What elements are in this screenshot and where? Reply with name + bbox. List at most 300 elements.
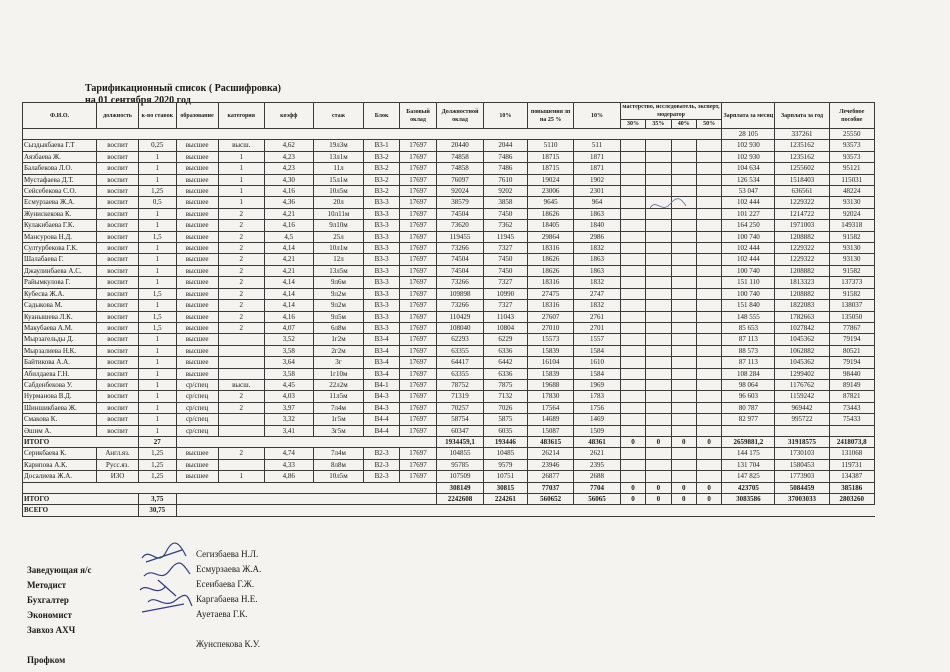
total1-p10b: 48361 bbox=[574, 436, 620, 447]
cell-base: 17697 bbox=[399, 368, 437, 379]
cell-experience: 12л bbox=[313, 254, 364, 265]
cell-mastery bbox=[671, 379, 696, 390]
col-mastery-35: 35% bbox=[646, 120, 671, 129]
signature-role: Бухгалтер bbox=[27, 595, 69, 605]
cell-education: высшее bbox=[176, 140, 218, 151]
total2-mon: 3083586 bbox=[722, 494, 775, 505]
cell-mastery bbox=[646, 151, 671, 162]
total2-m50: 0 bbox=[696, 494, 721, 505]
cell-rate: 0,25 bbox=[139, 140, 177, 151]
cell-rate: 1,25 bbox=[139, 448, 177, 459]
cell-position: воспит bbox=[97, 402, 139, 413]
cell-position: воспит bbox=[97, 220, 139, 231]
cell-official: 64417 bbox=[437, 357, 483, 368]
total1-m30: 0 bbox=[620, 436, 645, 447]
cell-mastery bbox=[620, 243, 645, 254]
subtotal2-p10: 30815 bbox=[483, 482, 527, 493]
total1-m35: 0 bbox=[646, 436, 671, 447]
cell-coeff: 3,58 bbox=[264, 368, 313, 379]
cell-pct10: 6229 bbox=[483, 334, 527, 345]
cell-experience: 25л bbox=[313, 231, 364, 242]
cell-coeff: 4,14 bbox=[264, 288, 313, 299]
cell-pct10b: 964 bbox=[574, 197, 620, 208]
cell-base: 17697 bbox=[399, 300, 437, 311]
cell-block: В2-3 bbox=[364, 459, 399, 470]
cell-raise25: 27475 bbox=[527, 288, 573, 299]
cell-rate: 1,25 bbox=[139, 471, 177, 482]
cell-mastery bbox=[671, 368, 696, 379]
cell-coeff: 4,07 bbox=[264, 322, 313, 333]
table-row bbox=[23, 174, 875, 185]
cell-mastery bbox=[646, 220, 671, 231]
cell-base: 17697 bbox=[399, 391, 437, 402]
cell-position: воспит bbox=[97, 379, 139, 390]
cell-monthly: 85 653 bbox=[722, 322, 775, 333]
cell-yearly: 1214722 bbox=[775, 208, 829, 219]
cell-yearly: 1062882 bbox=[775, 345, 829, 356]
cell-pct10b: 1783 bbox=[574, 391, 620, 402]
cell-category bbox=[218, 414, 264, 425]
signature-name: Есеибаева Г.Ж. bbox=[196, 579, 255, 589]
cell-yearly: 636561 bbox=[775, 186, 829, 197]
table-row bbox=[23, 254, 875, 265]
cell-raise25: 18715 bbox=[527, 151, 573, 162]
cell-bonus: 77867 bbox=[829, 322, 874, 333]
cell-bonus: 135050 bbox=[829, 311, 874, 322]
cell-position: воспит bbox=[97, 345, 139, 356]
cell-official: 109898 bbox=[437, 288, 483, 299]
cell-mastery bbox=[696, 186, 721, 197]
cell-official: 74504 bbox=[437, 265, 483, 276]
cell-mastery bbox=[696, 368, 721, 379]
cell-raise25: 5110 bbox=[527, 140, 573, 151]
cell-pct10: 11945 bbox=[483, 231, 527, 242]
cell-mastery bbox=[646, 322, 671, 333]
cell-experience: 9л5м bbox=[313, 311, 364, 322]
top-monthly: 28 105 bbox=[722, 129, 775, 140]
cell-position: воспит bbox=[97, 368, 139, 379]
cell-raise25: 17830 bbox=[527, 391, 573, 402]
cell-base: 17697 bbox=[399, 231, 437, 242]
cell-official: 73266 bbox=[437, 277, 483, 288]
cell-position: воспит bbox=[97, 140, 139, 151]
cell-base: 17697 bbox=[399, 334, 437, 345]
cell-name: Байтикова А.А. bbox=[23, 357, 97, 368]
cell-position: Англ.яз. bbox=[97, 448, 139, 459]
cell-pct10b: 1902 bbox=[574, 174, 620, 185]
cell-mastery bbox=[696, 197, 721, 208]
cell-experience: 3г bbox=[313, 357, 364, 368]
cell-bonus: 93573 bbox=[829, 140, 874, 151]
cell-mastery bbox=[646, 277, 671, 288]
cell-mastery bbox=[620, 288, 645, 299]
cell-position: воспит bbox=[97, 277, 139, 288]
signature-role: Методист bbox=[27, 580, 67, 590]
col-monthly: Зарплата за месяц bbox=[722, 103, 775, 129]
cell-coeff: 4,16 bbox=[264, 220, 313, 231]
col-mastery-40: 40% bbox=[671, 120, 696, 129]
table-row bbox=[23, 140, 875, 151]
cell-pct10b: 2395 bbox=[574, 459, 620, 470]
cell-official: 62293 bbox=[437, 334, 483, 345]
cell-official: 95785 bbox=[437, 459, 483, 470]
cell-mastery bbox=[671, 220, 696, 231]
cell-yearly: 1229322 bbox=[775, 197, 829, 208]
total1-r25: 483615 bbox=[527, 436, 573, 447]
col-yearly: Зарплата за год bbox=[775, 103, 829, 129]
cell-category: 2 bbox=[218, 288, 264, 299]
total2-row bbox=[23, 494, 875, 505]
cell-name: Смакова К. bbox=[23, 414, 97, 425]
cell-mastery bbox=[671, 243, 696, 254]
cell-pct10: 7875 bbox=[483, 379, 527, 390]
col-pct10: 10% bbox=[483, 103, 527, 129]
cell-pct10b: 1756 bbox=[574, 402, 620, 413]
cell-raise25: 15573 bbox=[527, 334, 573, 345]
cell-name: Султурбекова Г.К. bbox=[23, 243, 97, 254]
cell-mastery bbox=[696, 288, 721, 299]
cell-raise25: 18405 bbox=[527, 220, 573, 231]
table-row bbox=[23, 322, 875, 333]
cell-education: высшее bbox=[176, 220, 218, 231]
col-mastery-50: 50% bbox=[696, 120, 721, 129]
cell-mastery bbox=[620, 322, 645, 333]
cell-coeff: 3,41 bbox=[264, 425, 313, 436]
cell-rate: 1 bbox=[139, 265, 177, 276]
cell-coeff: 4,23 bbox=[264, 163, 313, 174]
cell-category: 2 bbox=[218, 391, 264, 402]
total2-r25: 560652 bbox=[527, 494, 573, 505]
grand-label: ВСЕГО bbox=[23, 505, 139, 516]
cell-category: 2 bbox=[218, 448, 264, 459]
cell-raise25: 29864 bbox=[527, 231, 573, 242]
total1-yr: 31918575 bbox=[775, 436, 829, 447]
cell-name: Шалабаева Г. bbox=[23, 254, 97, 265]
cell-coeff: 4,62 bbox=[264, 140, 313, 151]
total2-off: 2242608 bbox=[437, 494, 483, 505]
cell-position: воспит bbox=[97, 391, 139, 402]
cell-mastery bbox=[646, 265, 671, 276]
cell-pct10b: 2986 bbox=[574, 231, 620, 242]
table-row bbox=[23, 220, 875, 231]
cell-block: В3-2 bbox=[364, 186, 399, 197]
cell-mastery bbox=[646, 174, 671, 185]
cell-mastery bbox=[646, 368, 671, 379]
cell-name: Кубесва Ж.А. bbox=[23, 288, 97, 299]
table-row bbox=[23, 277, 875, 288]
cell-mastery bbox=[620, 334, 645, 345]
total2-p10: 224261 bbox=[483, 494, 527, 505]
cell-mastery bbox=[696, 402, 721, 413]
cell-position: ИЗО bbox=[97, 471, 139, 482]
cell-base: 17697 bbox=[399, 243, 437, 254]
cell-mastery bbox=[620, 197, 645, 208]
cell-mastery bbox=[620, 448, 645, 459]
cell-coeff: 4,21 bbox=[264, 265, 313, 276]
cell-coeff: 4,16 bbox=[264, 186, 313, 197]
cell-coeff: 4,23 bbox=[264, 151, 313, 162]
cell-base: 17697 bbox=[399, 174, 437, 185]
cell-rate: 1 bbox=[139, 151, 177, 162]
cell-position: воспит bbox=[97, 163, 139, 174]
cell-pct10b: 1840 bbox=[574, 220, 620, 231]
cell-pct10: 7450 bbox=[483, 208, 527, 219]
cell-coeff: 4,5 bbox=[264, 231, 313, 242]
cell-experience: 10л11м bbox=[313, 208, 364, 219]
cell-block: В3-2 bbox=[364, 174, 399, 185]
cell-position: воспит bbox=[97, 288, 139, 299]
cell-block: В3-2 bbox=[364, 151, 399, 162]
cell-mastery bbox=[671, 151, 696, 162]
cell-official: 78752 bbox=[437, 379, 483, 390]
cell-raise25: 27010 bbox=[527, 322, 573, 333]
cell-category: 2 bbox=[218, 402, 264, 413]
cell-position: воспит bbox=[97, 322, 139, 333]
cell-education: высшее bbox=[176, 448, 218, 459]
cell-yearly: 1971003 bbox=[775, 220, 829, 231]
cell-bonus: 119731 bbox=[829, 459, 874, 470]
subtotal2-bon: 385186 bbox=[829, 482, 874, 493]
cell-pct10b: 1584 bbox=[574, 368, 620, 379]
cell-coeff: 4,14 bbox=[264, 277, 313, 288]
cell-mastery bbox=[671, 140, 696, 151]
cell-bonus: 93130 bbox=[829, 197, 874, 208]
cell-position: воспит bbox=[97, 151, 139, 162]
cell-base: 17697 bbox=[399, 345, 437, 356]
cell-name: Мырзалиева Н.К. bbox=[23, 345, 97, 356]
cell-raise25: 18626 bbox=[527, 265, 573, 276]
cell-mastery bbox=[620, 231, 645, 242]
cell-yearly: 1027842 bbox=[775, 322, 829, 333]
cell-bonus: 75433 bbox=[829, 414, 874, 425]
table-row bbox=[23, 357, 875, 368]
cell-block: В3-3 bbox=[364, 277, 399, 288]
cell-raise25: 9645 bbox=[527, 197, 573, 208]
cell-coeff: 4,74 bbox=[264, 448, 313, 459]
cell-name: Жунискекова К. bbox=[23, 208, 97, 219]
cell-official: 63355 bbox=[437, 345, 483, 356]
cell-monthly: 100 740 bbox=[722, 288, 775, 299]
cell-pct10: 9579 bbox=[483, 459, 527, 470]
cell-official: 70257 bbox=[437, 402, 483, 413]
col-mastery: мастерство, исследователь, эксперт, модератор bbox=[620, 103, 722, 120]
cell-pct10b: 1832 bbox=[574, 243, 620, 254]
cell-pct10: 6442 bbox=[483, 357, 527, 368]
col-raise25: повышения зп на 25 % bbox=[527, 103, 573, 129]
cell-experience: 20л bbox=[313, 197, 364, 208]
cell-block: В3-3 bbox=[364, 208, 399, 219]
cell-mastery bbox=[620, 471, 645, 482]
cell-mastery bbox=[671, 174, 696, 185]
cell-monthly: 164 250 bbox=[722, 220, 775, 231]
cell-base: 17697 bbox=[399, 288, 437, 299]
cell-mastery bbox=[646, 391, 671, 402]
cell-rate: 1 bbox=[139, 254, 177, 265]
col-experience: стаж bbox=[313, 103, 364, 129]
cell-mastery bbox=[696, 334, 721, 345]
cell-mastery bbox=[620, 277, 645, 288]
cell-yearly: 1580453 bbox=[775, 459, 829, 470]
cell-bonus: 79194 bbox=[829, 334, 874, 345]
cell-official: 110429 bbox=[437, 311, 483, 322]
cell-official: 76097 bbox=[437, 174, 483, 185]
table-row bbox=[23, 459, 875, 470]
cell-mastery bbox=[696, 391, 721, 402]
cell-education: высшее bbox=[176, 368, 218, 379]
cell-yearly: 1045362 bbox=[775, 357, 829, 368]
cell-rate: 1 bbox=[139, 300, 177, 311]
cell-raise25: 15839 bbox=[527, 345, 573, 356]
cell-name: Серикбаева К. bbox=[23, 448, 97, 459]
cell-raise25: 23946 bbox=[527, 459, 573, 470]
subtotal2-mon: 423705 bbox=[722, 482, 775, 493]
handwritten-signature-group bbox=[136, 540, 196, 620]
cell-name: Мансурова Н.Д. bbox=[23, 231, 97, 242]
cell-education: ср/спец bbox=[176, 391, 218, 402]
cell-name: Нурманова В.Д. bbox=[23, 391, 97, 402]
cell-education: высшее bbox=[176, 197, 218, 208]
cell-category: 1 bbox=[218, 151, 264, 162]
cell-mastery bbox=[696, 151, 721, 162]
cell-pct10: 7026 bbox=[483, 402, 527, 413]
cell-base: 17697 bbox=[399, 277, 437, 288]
cell-monthly: 151 840 bbox=[722, 300, 775, 311]
cell-experience: 7л4м bbox=[313, 402, 364, 413]
cell-mastery bbox=[671, 231, 696, 242]
cell-rate: 1,5 bbox=[139, 231, 177, 242]
cell-experience: 1г2м bbox=[313, 334, 364, 345]
cell-block: В3-3 bbox=[364, 231, 399, 242]
cell-experience: 1г10м bbox=[313, 368, 364, 379]
cell-name: Райымкулова Г. bbox=[23, 277, 97, 288]
cell-yearly: 1208882 bbox=[775, 288, 829, 299]
cell-category bbox=[218, 425, 264, 436]
cell-block: В3-3 bbox=[364, 254, 399, 265]
cell-block: В3-3 bbox=[364, 322, 399, 333]
cell-official: 38579 bbox=[437, 197, 483, 208]
cell-base: 17697 bbox=[399, 140, 437, 151]
cell-position: воспит bbox=[97, 197, 139, 208]
cell-mastery bbox=[620, 254, 645, 265]
cell-name: Сыздыкбаева Г.Т bbox=[23, 140, 97, 151]
signature-role bbox=[27, 638, 92, 653]
cell-pct10b: 2621 bbox=[574, 448, 620, 459]
cell-category: 2 bbox=[218, 220, 264, 231]
cell-mastery bbox=[671, 334, 696, 345]
cell-rate: 1 bbox=[139, 208, 177, 219]
cell-position: воспит bbox=[97, 357, 139, 368]
cell-official: 74504 bbox=[437, 254, 483, 265]
cell-bonus: 89149 bbox=[829, 379, 874, 390]
cell-pct10: 7486 bbox=[483, 163, 527, 174]
cell-block: В3-3 bbox=[364, 288, 399, 299]
cell-raise25: 18626 bbox=[527, 254, 573, 265]
cell-education: высшее bbox=[176, 322, 218, 333]
cell-coeff: 4,21 bbox=[264, 254, 313, 265]
cell-mastery bbox=[620, 174, 645, 185]
cell-base: 17697 bbox=[399, 254, 437, 265]
cell-base: 17697 bbox=[399, 379, 437, 390]
cell-rate: 1 bbox=[139, 357, 177, 368]
cell-monthly: 100 740 bbox=[722, 231, 775, 242]
cell-official: 58754 bbox=[437, 414, 483, 425]
cell-mastery bbox=[646, 334, 671, 345]
cell-education: высшее bbox=[176, 459, 218, 470]
cell-mastery bbox=[671, 425, 696, 436]
cell-block: В4-4 bbox=[364, 425, 399, 436]
cell-mastery bbox=[620, 311, 645, 322]
cell-official: 108040 bbox=[437, 322, 483, 333]
cell-education: высшее bbox=[176, 471, 218, 482]
cell-position: воспит bbox=[97, 265, 139, 276]
cell-raise25: 15087 bbox=[527, 425, 573, 436]
cell-mastery bbox=[696, 174, 721, 185]
cell-mastery bbox=[696, 254, 721, 265]
cell-base: 17697 bbox=[399, 265, 437, 276]
signature-role: Профком bbox=[27, 655, 66, 665]
cell-yearly: 1235162 bbox=[775, 151, 829, 162]
table-row bbox=[23, 402, 875, 413]
cell-position: воспит bbox=[97, 186, 139, 197]
cell-experience: 9л6м bbox=[313, 277, 364, 288]
total1-m50: 0 bbox=[696, 436, 721, 447]
cell-experience: 15л1м bbox=[313, 174, 364, 185]
cell-rate: 1,5 bbox=[139, 311, 177, 322]
cell-pct10b: 1863 bbox=[574, 254, 620, 265]
top-yearly: 337261 bbox=[775, 129, 829, 140]
cell-official: 73266 bbox=[437, 300, 483, 311]
cell-education: ср/спец bbox=[176, 414, 218, 425]
cell-education: высшее bbox=[176, 186, 218, 197]
cell-monthly: 148 555 bbox=[722, 311, 775, 322]
cell-mastery bbox=[696, 448, 721, 459]
cell-raise25: 27607 bbox=[527, 311, 573, 322]
cell-pct10: 6336 bbox=[483, 368, 527, 379]
cell-mastery bbox=[620, 345, 645, 356]
cell-education: ср/спец bbox=[176, 425, 218, 436]
cell-mastery bbox=[646, 311, 671, 322]
cell-monthly: 144 175 bbox=[722, 448, 775, 459]
cell-experience: 10л5м bbox=[313, 186, 364, 197]
cell-base: 17697 bbox=[399, 311, 437, 322]
cell-yearly: 1176762 bbox=[775, 379, 829, 390]
total2-m40: 0 bbox=[671, 494, 696, 505]
col-bonus: Лечебное пособие bbox=[829, 103, 874, 129]
table-row bbox=[23, 151, 875, 162]
cell-mastery bbox=[646, 425, 671, 436]
cell-mastery bbox=[620, 379, 645, 390]
cell-block: В3-1 bbox=[364, 140, 399, 151]
cell-pct10b: 2688 bbox=[574, 471, 620, 482]
cell-mastery bbox=[646, 448, 671, 459]
subtotal2-p10b: 7704 bbox=[574, 482, 620, 493]
pen-mark bbox=[648, 196, 688, 216]
cell-pct10: 7610 bbox=[483, 174, 527, 185]
signature-name: Ауетаева Г.К. bbox=[196, 609, 248, 619]
cell-mastery bbox=[620, 186, 645, 197]
subtotal2-r25: 77037 bbox=[527, 482, 573, 493]
cell-category bbox=[218, 368, 264, 379]
cell-experience: 9л2м bbox=[313, 300, 364, 311]
cell-category: 2 bbox=[218, 311, 264, 322]
cell-bonus: 134387 bbox=[829, 471, 874, 482]
cell-yearly: 1229322 bbox=[775, 243, 829, 254]
col-education: образование bbox=[176, 103, 218, 129]
cell-bonus: 91582 bbox=[829, 288, 874, 299]
title-line-2: на 01 сентября 2020 год bbox=[85, 95, 191, 106]
cell-experience: 13л5м bbox=[313, 265, 364, 276]
cell-education: высшее bbox=[176, 265, 218, 276]
